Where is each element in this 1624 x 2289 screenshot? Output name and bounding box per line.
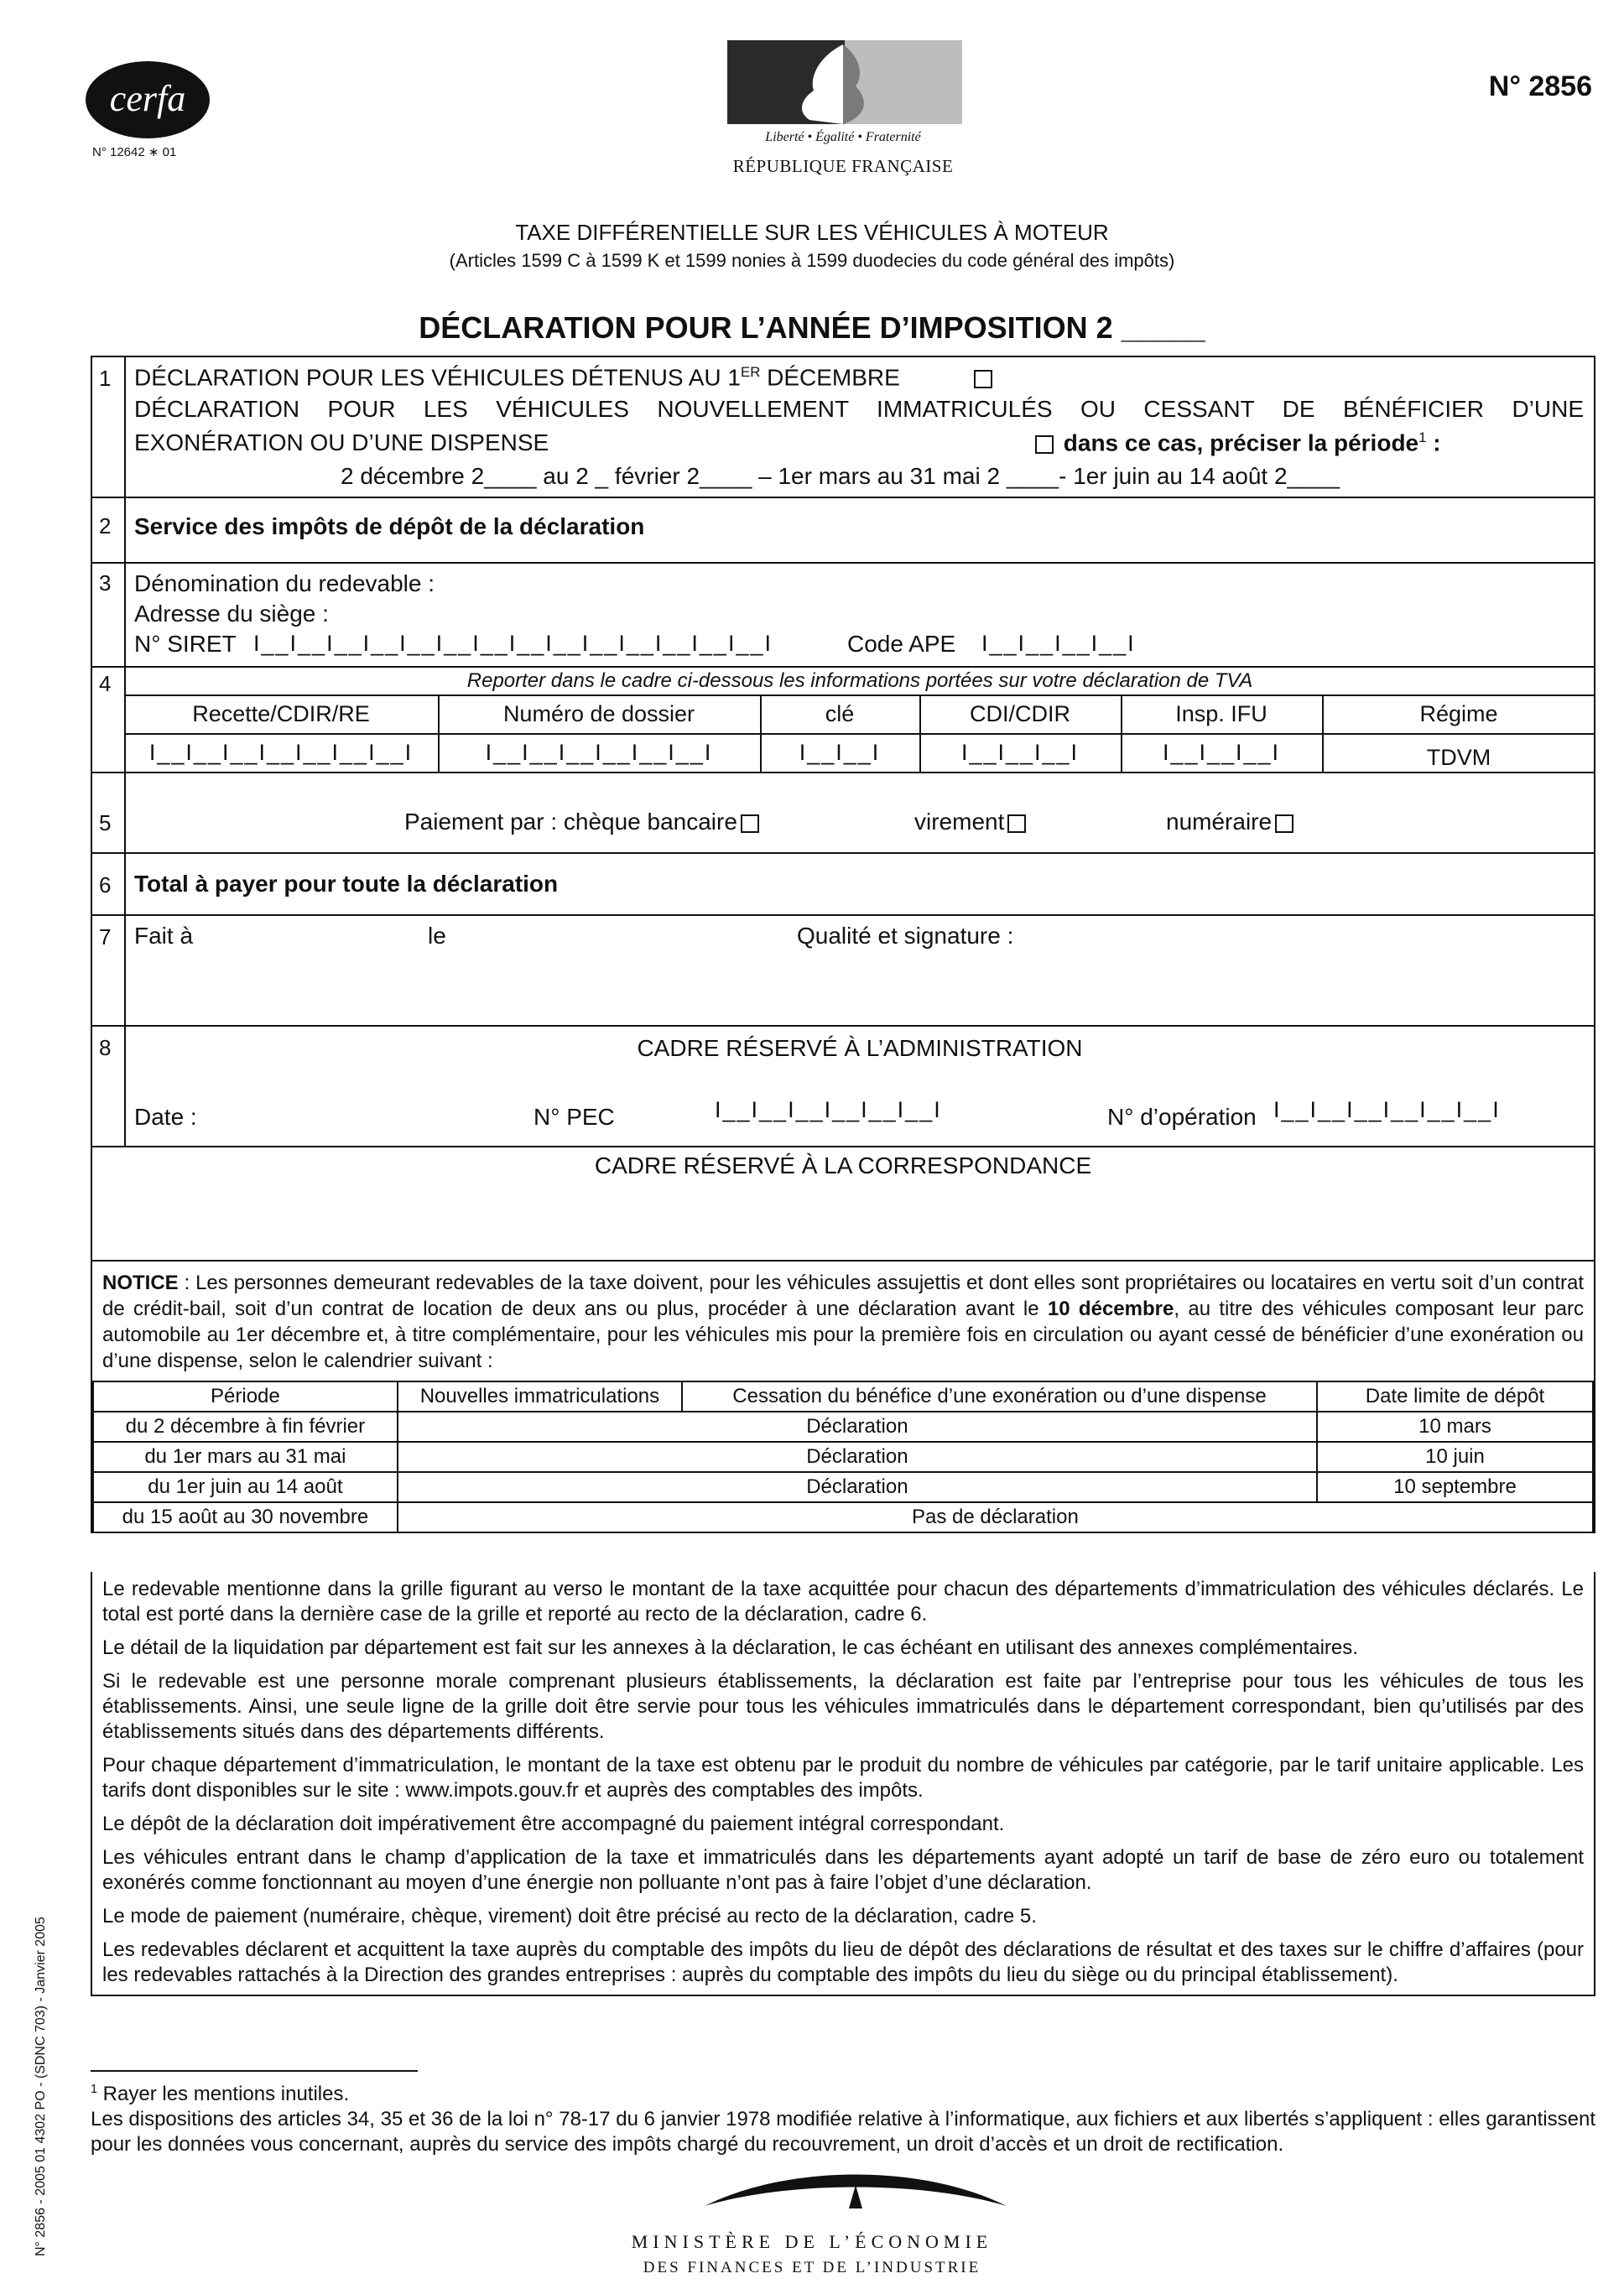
cerfa-logo-text: cerfa: [109, 78, 186, 119]
ape-label: Code APE: [847, 631, 956, 657]
notice-section: [91, 1262, 1595, 1533]
calendar-table: [92, 1381, 1594, 1533]
section-1-periods[interactable]: 2 décembre 2____ au 2 _ février 2____ – 1er mars au 31 mai 2 ____- 1er juin au 14 août 2____: [341, 463, 1340, 489]
le-label: le: [428, 923, 446, 949]
regime-value: TDVM: [1426, 745, 1491, 770]
cerfa-code: N° 12642 ∗ 01: [92, 145, 177, 159]
operation-label: N° d’opération: [1107, 1104, 1257, 1130]
header-periode: Période: [93, 1381, 398, 1412]
paiement-virement: virement: [914, 809, 1029, 835]
side-reference: N° 2856 - 2005 01 4302 PO - (SDNC 703) - Janvier 2005: [34, 1917, 48, 2256]
checkbox-cheque[interactable]: [741, 814, 759, 833]
siret-field[interactable]: I__I__I__I__I__I__I__I__I__I__I__I__I__I__I: [253, 631, 773, 656]
recette-field[interactable]: I__I__I__I__I__I__I__I: [148, 740, 414, 765]
header-nouvelles: Nouvelles immatriculations: [398, 1381, 682, 1412]
notice-paragraph: Le dépôt de la déclaration doit impérativement être accompagné du paiement intégral correspondant.: [102, 1813, 1005, 1835]
col-insp-ifu: Insp. IFU: [1175, 701, 1267, 726]
notice-intro: NOTICE : Les personnes demeurant redevables de la taxe doivent, pour les véhicules assujettis et dont elles sont propriétaires ou locataires en vertu soit d’un contrat de crédit-bail, soit d’un contrat de location de deux ans ou plus, procéder à une déclaration avant le 10 décembre, au titre des véhicules composant leur parc automobile au 1er décembre et, à titre complémentaire, pour les véhicules mis pour la première fois en circulation ou ayant cessé de bénéficier d’une exonération ou d’une dispense, selon le calendrier suivant :: [102, 1272, 1584, 1372]
cadre-correspondance-title: CADRE RÉSERVÉ À LA CORRESPONDANCE: [594, 1152, 1092, 1178]
republique-francaise: RÉPUBLIQUE FRANÇAISE: [732, 156, 954, 176]
form-number: N° 2856: [1488, 70, 1592, 102]
section-1-periode: dans ce cas, préciser la période$^1$ :: [1032, 429, 1441, 456]
section-1-line1: DÉCLARATION POUR LES VÉHICULES DÉTENUS AU 1ER DÉCEMBRE: [134, 364, 996, 391]
checkbox-nouvellement[interactable]: [1035, 435, 1054, 454]
section-2-label: Service des impôts de dépôt de la déclaration: [134, 513, 645, 539]
col-numero-dossier: Numéro de dossier: [502, 701, 695, 726]
section-1-line3: EXONÉRATION OU D’UNE DISPENSE: [134, 429, 549, 455]
table-row: du 15 août au 30 novembre Pas de déclaration: [93, 1502, 1593, 1532]
notice-paragraph: Les redevables déclarent et acquittent la taxe auprès du comptable des impôts du lieu de dépôt des déclarations de résultat et des taxes sur le chiffre d’affaires (pour les redevables rattachés à la Direction des grandes entreprises : auprès du comptable des impôts du lieu du siège ou du principal établissement).: [102, 1938, 1584, 1986]
pec-field[interactable]: I__I__I__I__I__I__I: [715, 1097, 942, 1122]
insp-ifu-field[interactable]: I__I__I__I: [1162, 740, 1281, 765]
adresse-label: Adresse du siège :: [134, 601, 329, 627]
section-6-number: 6: [99, 872, 112, 897]
col-cdi: CDI/CDIR: [970, 701, 1070, 726]
tva-note: Reporter dans le cadre ci-dessous les informations portées sur votre déclaration de TVA: [466, 669, 1253, 692]
fait-a-label: Fait à: [134, 923, 194, 949]
notice-paragraph: Le mode de paiement (numéraire, chèque, virement) doit être précisé au recto de la déclaration, cadre 5.: [102, 1905, 1037, 1927]
notice-paragraph: Pour chaque département d’immatriculation, le montant de la taxe est obtenu par le produit du nombre de véhicules par catégorie, par le tarif unitaire applicable. Les tarifs dont disponibles sur le site : www.impots.gouv.fr et auprès des comptables des impôts.: [102, 1754, 1584, 1802]
tax-title: TAXE DIFFÉRENTIELLE SUR LES VÉHICULES À MOTEUR: [515, 220, 1109, 245]
header-cessation: Cessation du bénéfice d’une exonération ou d’une dispense: [682, 1381, 1317, 1412]
col-recette: Recette/CDIR/RE: [192, 701, 370, 726]
section-2-number: 2: [99, 513, 112, 538]
section-7-number: 7: [99, 924, 112, 949]
section-6-label: Total à payer pour toute la déclaration: [134, 871, 559, 897]
pec-label: N° PEC: [534, 1104, 615, 1130]
cadre-administration-title: CADRE RÉSERVÉ À L’ADMINISTRATION: [637, 1035, 1083, 1061]
cdi-field[interactable]: I__I__I__I: [960, 740, 1080, 765]
table-row: du 1er juin au 14 août Déclaration 10 septembre: [93, 1472, 1593, 1502]
section-3-number: 3: [99, 570, 112, 596]
notice-paragraph: Si le redevable est une personne morale comprenant plusieurs établissements, la déclaration est faite par l’entreprise pour tous les véhicules de tous les établissements. Ainsi, une seule ligne de la grille doit être servie pour tous les véhicules immatriculés dans le département correspondant, bien qu’utilisés par des établissements situés dans des départements différents.: [102, 1670, 1584, 1743]
legal-notice: Les dispositions des articles 34, 35 et 36 de la loi n° 78-17 du 6 janvier 1978 modifiée relative à l’informatique, aux fichiers et aux libertés s’appliquent : elles garantissent pour les données vous concernant, auprès du service des impôts chargé du recouvrement, un droit d’accès et un droit de rectification.: [91, 2108, 1595, 2156]
col-cle: clé: [825, 701, 855, 726]
qualite-signature-label: Qualité et signature :: [797, 923, 1014, 949]
checkbox-detenus[interactable]: [974, 370, 992, 388]
col-regime: Régime: [1419, 701, 1498, 726]
notice-paragraph: Les véhicules entrant dans le champ d’application de la taxe et immatriculés dans les départements ayant adopté un tarif de base de zéro euro ou totalement exonérés comme fonctionnant au moyen d’une énergie non polluante n’ont pas à faire l’objet d’une déclaration.: [102, 1846, 1584, 1894]
notice-paragraph: Le détail de la liquidation par département est fait sur les annexes à la déclaration, le cas échéant en utilisant des annexes complémentaires.: [102, 1636, 1358, 1659]
notice-paragraphs: [91, 1572, 1595, 1996]
header-date-limite: Date limite de dépôt: [1317, 1381, 1593, 1412]
marianne-emblem-icon: [717, 40, 969, 141]
ministry-logo-icon: [688, 2160, 1023, 2210]
declaration-title: DÉCLARATION POUR L’ANNÉE D’IMPOSITION 2 _____: [419, 310, 1205, 345]
table-row: du 2 décembre à fin février Déclaration 10 mars: [93, 1412, 1593, 1442]
date-label: Date :: [134, 1104, 197, 1130]
section-5-number: 5: [99, 810, 112, 835]
cerfa-logo: [84, 59, 211, 141]
tax-subtitle: (Articles 1599 C à 1599 K et 1599 nonies à 1599 duodecies du code général des impôts): [449, 250, 1175, 271]
checkbox-virement[interactable]: [1007, 814, 1026, 833]
checkbox-numeraire[interactable]: [1275, 814, 1293, 833]
cle-field[interactable]: I__I__I: [799, 740, 881, 765]
footnotes: [91, 2077, 1595, 2157]
footnote-1: $^1$ Rayer les mentions inutiles.: [91, 2083, 350, 2105]
section-1-line2: DÉCLARATION POUR LES VÉHICULES NOUVELLEMENT IMMATRICULÉS OU CESSANT DE BÉNÉFICIER D’UNE: [134, 396, 1584, 422]
paiement-cheque: Paiement par : chèque bancaire: [404, 809, 763, 835]
siret-label: N° SIRET: [134, 631, 237, 657]
notice-paragraph: Le redevable mentionne dans la grille figurant au verso le montant de la taxe acquittée pour chacun des départements d’immatriculation des véhicules déclarés. Le total est porté dans la dernière case de la grille et reporté au recto de la déclaration, cadre 6.: [102, 1578, 1584, 1626]
ministry-line-1: MINISTÈRE DE L’ÉCONOMIE: [631, 2231, 993, 2252]
operation-field[interactable]: I__I__I__I__I__I__I: [1273, 1097, 1501, 1122]
section-8-number: 8: [99, 1035, 112, 1060]
section-1-number: 1: [99, 366, 112, 391]
motto: Liberté • Égalité • Fraternité: [765, 130, 921, 144]
table-row: du 1er mars au 31 mai Déclaration 10 juin: [93, 1442, 1593, 1472]
ministry-line-2: DES FINANCES ET DE L’INDUSTRIE: [643, 2259, 981, 2276]
ape-field[interactable]: I__I__I__I__I: [981, 631, 1136, 656]
section-4-number: 4: [99, 671, 112, 696]
footnote-rule: [91, 2070, 418, 2072]
declaration-form: [91, 356, 1595, 1262]
paiement-numeraire: numéraire: [1166, 809, 1297, 835]
numero-dossier-field[interactable]: I__I__I__I__I__I__I: [485, 740, 713, 765]
denomination-label: Dénomination du redevable :: [134, 570, 435, 596]
